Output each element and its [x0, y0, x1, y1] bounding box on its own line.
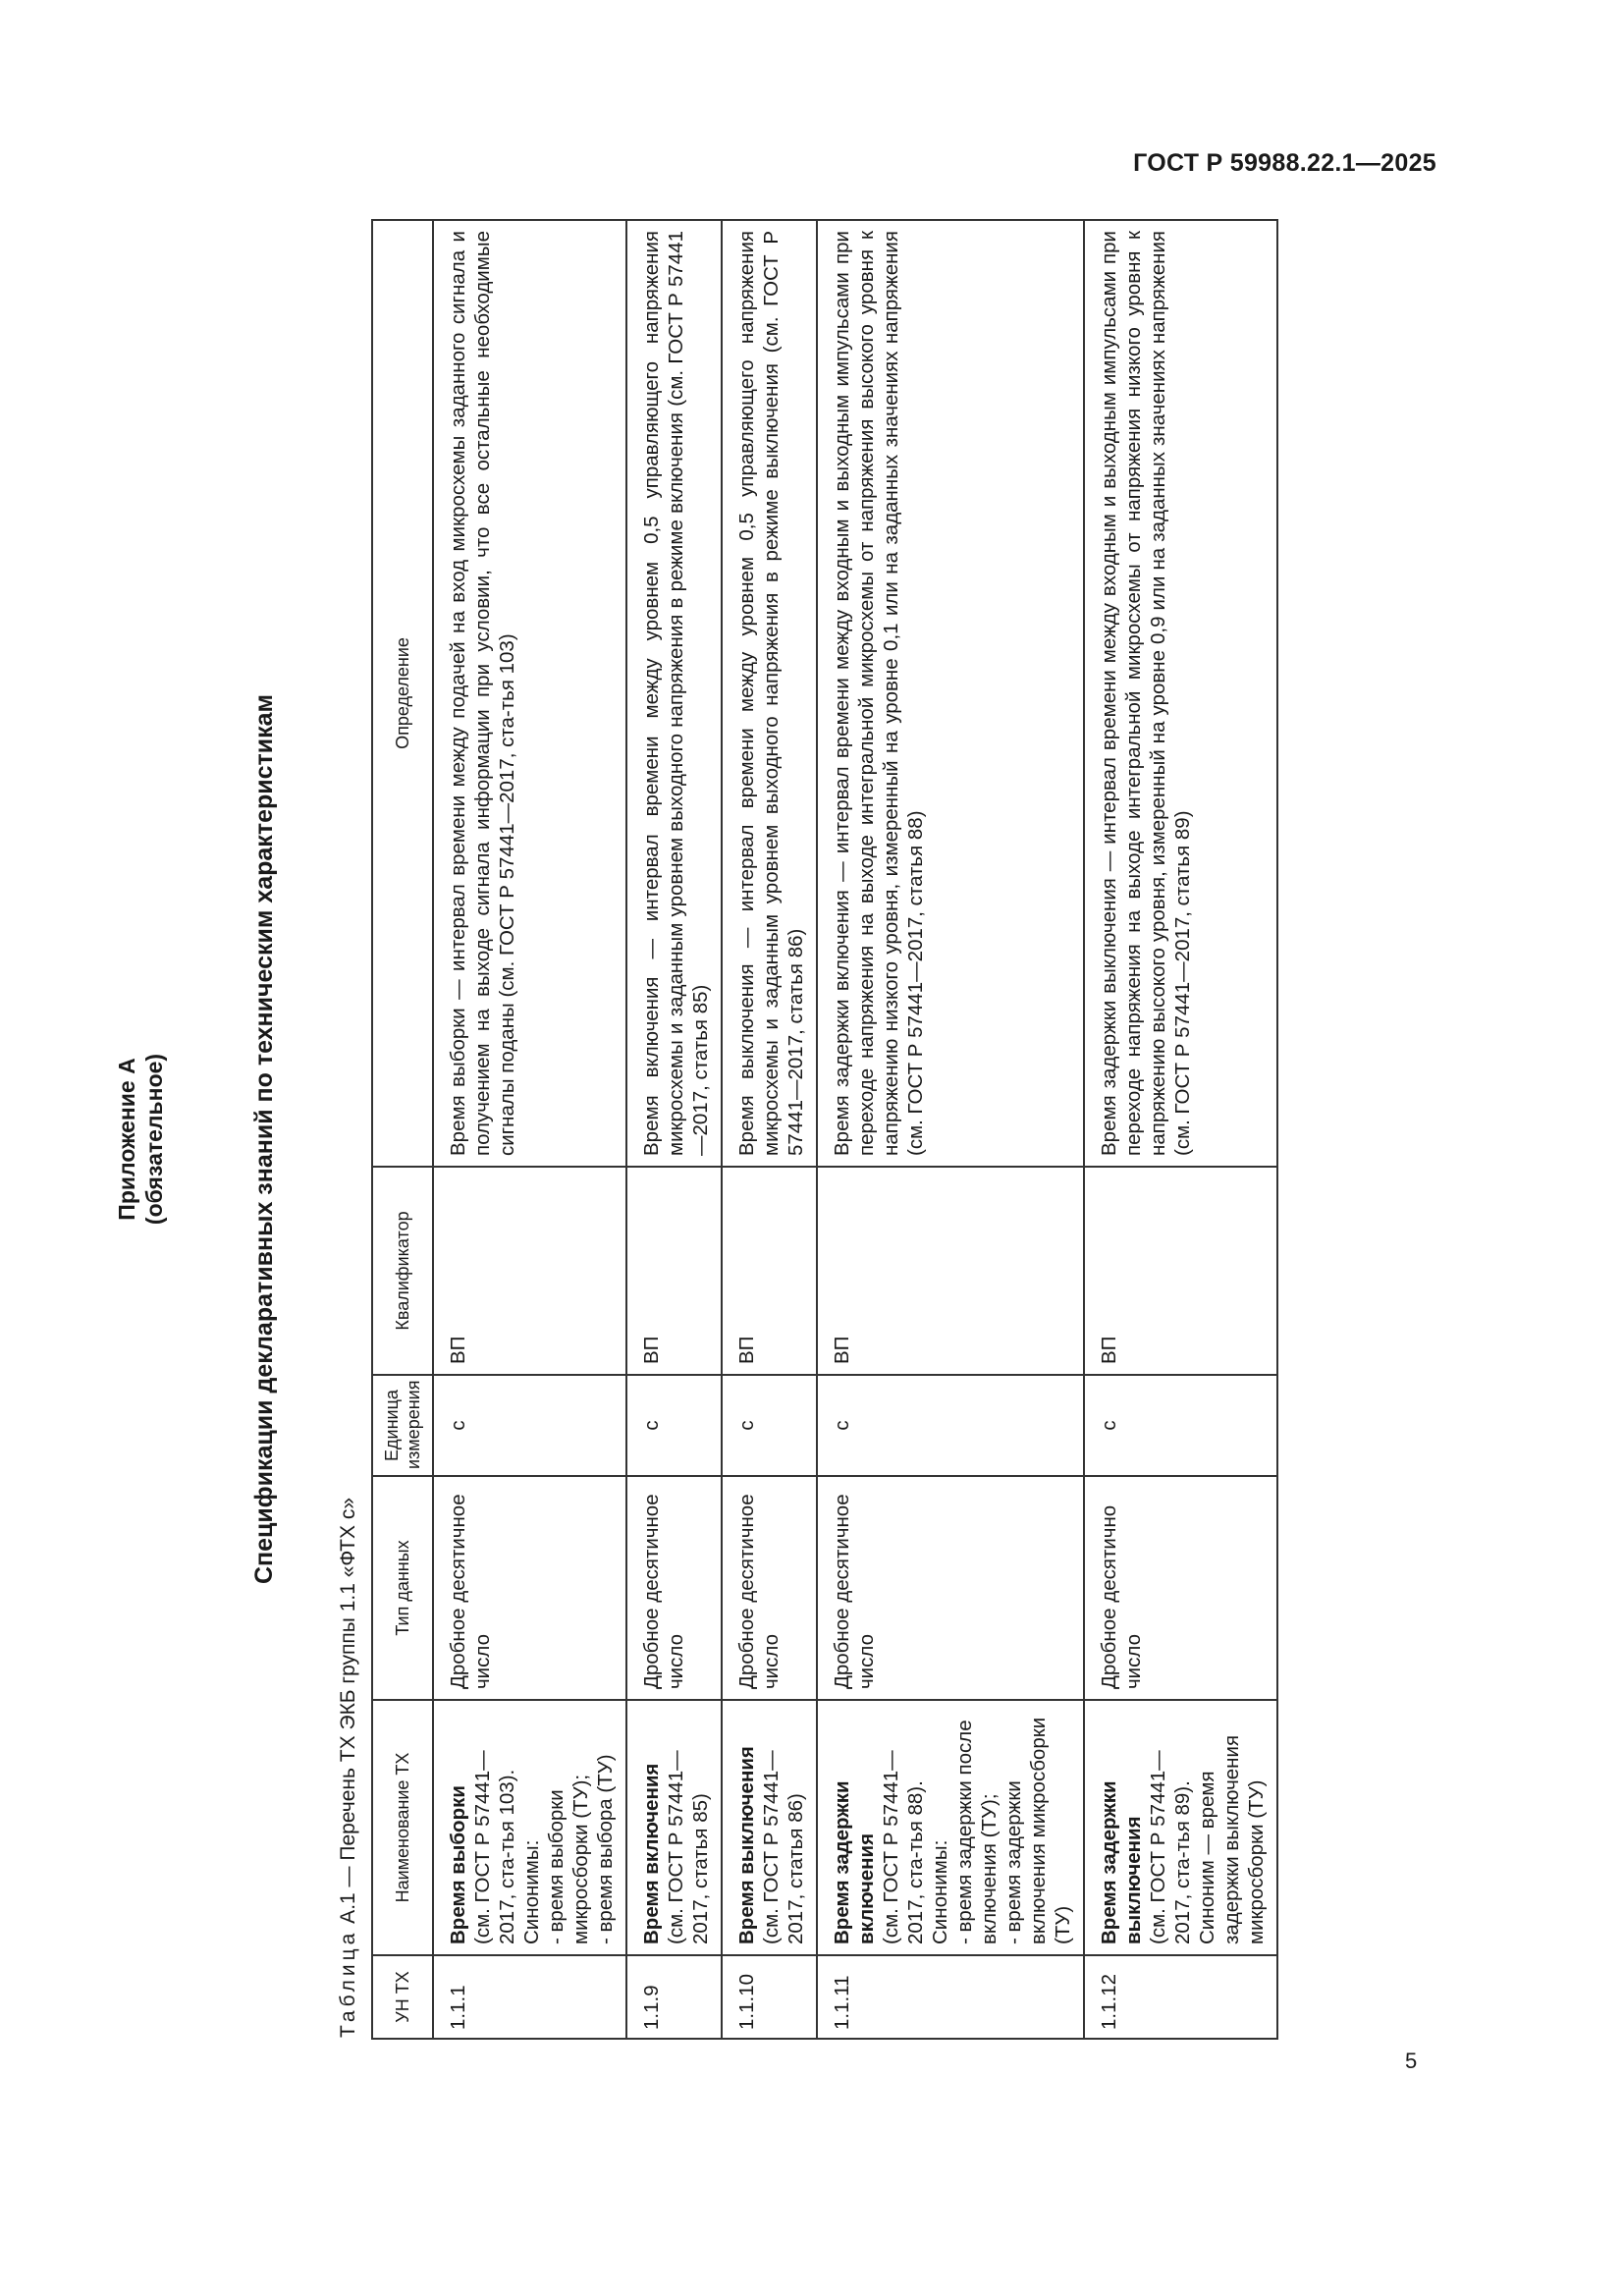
cell-type: Дробное десятичное число [817, 1476, 1084, 1700]
characteristic-name: Время задержки включения [831, 1780, 878, 1944]
cell-type: Дробное десятично число [1084, 1476, 1277, 1700]
cell-code: 1.1.1 [433, 1955, 626, 2039]
cell-name [1084, 1700, 1277, 1955]
cell-code: 1.1.10 [722, 1955, 817, 2039]
cell-name [433, 1700, 626, 1955]
table-caption-text: А.1 — Перечень ТХ ЭКБ группы 1.1 «ФТХ с» [337, 1497, 359, 1924]
table-row [1084, 220, 1277, 2039]
cell-qualifier: ВП [722, 1167, 817, 1375]
cell-name [626, 1700, 722, 1955]
spec-table [371, 219, 1278, 2040]
cell-definition: Время включения — интервал времени между уровнем 0,5 управляющего напряжения микросхемы и заданным уровнем выходного напряжения в режиме включения (см. ГОСТ Р 57441—2017, статья 85) [626, 220, 722, 1167]
cell-type: Дробное десятичное число [722, 1476, 817, 1700]
rotated-content [113, 221, 1419, 2057]
characteristic-name: Время задержки выключения [1098, 1780, 1145, 1944]
cell-qualifier: ВП [433, 1167, 626, 1375]
cell-unit: с [433, 1375, 626, 1476]
cell-unit: с [1084, 1375, 1277, 1476]
cell-code: 1.1.9 [626, 1955, 722, 2039]
page-number: 5 [1405, 2049, 1418, 2073]
header-definition: Определение [372, 220, 433, 1167]
characteristic-reference: (см. ГОСТ Р 57441—2017, ста-тья 88). Синонимы: - время задержки после включения (ТУ); - время задержки включения микросборки (ТУ) [880, 1717, 1074, 1944]
table-caption-prefix: Таблица [337, 1929, 359, 2038]
characteristic-name: Время включения [640, 1763, 663, 1944]
cell-definition: Время выключения — интервал времени между уровнем 0,5 управляющего напряжения микросхемы и заданным уровнем выходного напряжения в режиме выключения (см. ГОСТ Р 57441—2017, статья 86) [722, 220, 817, 1167]
cell-code: 1.1.12 [1084, 1955, 1277, 2039]
cell-name [722, 1700, 817, 1955]
table-row [626, 220, 722, 2039]
cell-definition: Время выборки — интервал времени между подачей на вход микросхемы заданного сигнала и получением на выходе сигнала информации при условии, что все остальные необходимые сигналы поданы (см. ГОСТ Р 57441—2017, ста-тья 103) [433, 220, 626, 1167]
section-title: Спецификации декларативных знаний по техническим характеристикам [250, 693, 278, 1585]
cell-qualifier: ВП [817, 1167, 1084, 1375]
table-row [817, 220, 1084, 2039]
cell-qualifier: ВП [626, 1167, 722, 1375]
cell-name [817, 1700, 1084, 1955]
characteristic-name: Время выборки [447, 1785, 469, 1944]
cell-unit: с [817, 1375, 1084, 1476]
cell-code: 1.1.11 [817, 1955, 1084, 2039]
cell-type: Дробное десятичное число [433, 1476, 626, 1700]
appendix-title: Приложение А [114, 1058, 139, 1221]
table-row [722, 220, 817, 2039]
header-name: Наименование ТХ [372, 1700, 433, 1955]
header-code: УН ТХ [372, 1955, 433, 2039]
characteristic-name: Время выключения [735, 1746, 758, 1944]
characteristic-reference: (см. ГОСТ Р 57441—2017, статья 85) [665, 1750, 712, 1944]
characteristic-reference: (см. ГОСТ Р 57441—2017, статья 86) [760, 1750, 807, 1944]
header-unit: Единица измерения [372, 1375, 433, 1476]
appendix-heading [113, 221, 168, 2057]
cell-qualifier: ВП [1084, 1167, 1277, 1375]
appendix-subtitle: (обязательное) [141, 1053, 167, 1226]
table-header-row [372, 220, 433, 2039]
table-caption [337, 1498, 360, 2038]
characteristic-reference: (см. ГОСТ Р 57441—2017, ста-тья 103). Синонимы: - время выборки микросборки (ТУ); - время выбора (ТУ) [471, 1750, 617, 1944]
cell-unit: с [626, 1375, 722, 1476]
document-code: ГОСТ Р 59988.22.1—2025 [1133, 149, 1436, 177]
table-row [433, 220, 626, 2039]
header-qualifier: Квалификатор [372, 1167, 433, 1375]
characteristic-reference: (см. ГОСТ Р 57441—2017, ста-тья 89). Синоним — время задержки выключения микросборки (ТУ) [1147, 1734, 1268, 1944]
header-type: Тип данных [372, 1476, 433, 1700]
cell-type: Дробное десятичное число [626, 1476, 722, 1700]
cell-definition: Время задержки выключения — интервал времени между входным и выходным импульсами при переходе напряжения на выходе интегральной микросхемы от напряжения низкого уровня к напряжению высокого уровня, измеренный на уровне 0,9 или на заданных значениях напряжения (см. ГОСТ Р 57441—2017, статья 89) [1084, 220, 1277, 1167]
cell-unit: с [722, 1375, 817, 1476]
cell-definition: Время задержки включения — интервал времени между входным и выходным импульсами при переходе напряжения на выходе интегральной микросхемы от напряжения высокого уровня к напряжению низкого уровня, измеренный на уровне 0,1 или на заданных значениях напряжения (см. ГОСТ Р 57441—2017, статья 88) [817, 220, 1084, 1167]
